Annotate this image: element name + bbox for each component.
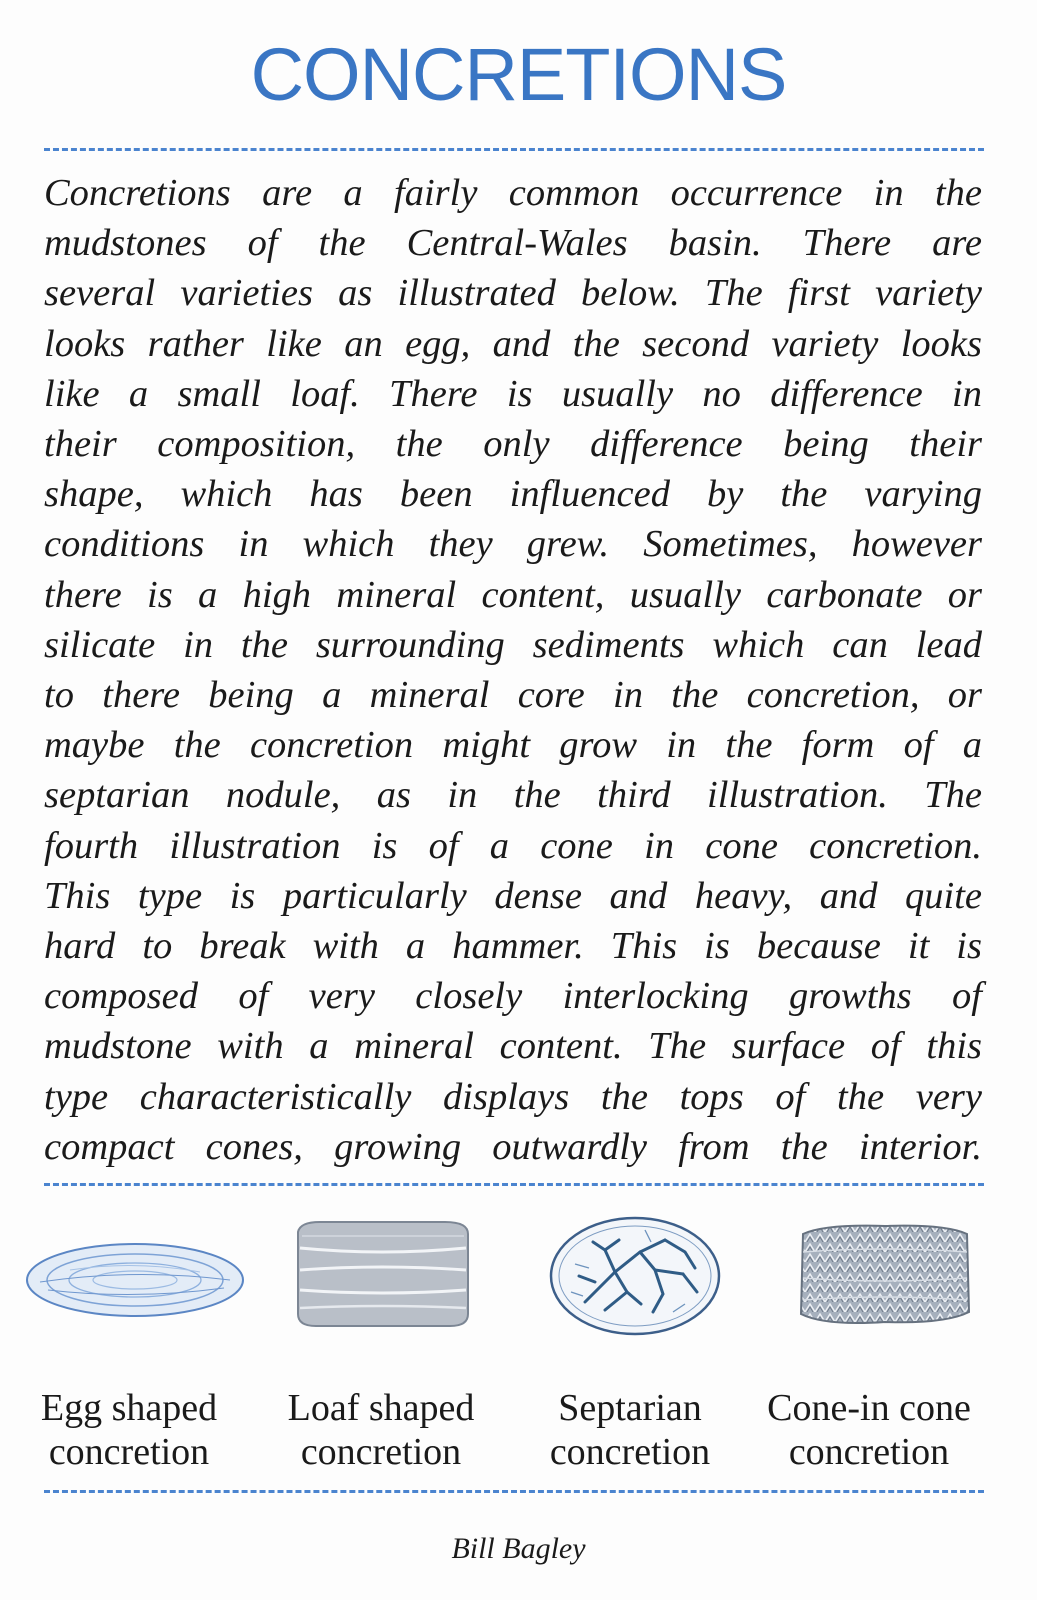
body-line: This type is particularly dense and heavy, and quite (44, 874, 982, 917)
body-line: Concretions are a fairly common occurrence in the (44, 172, 982, 214)
divider-bottom (44, 1490, 984, 1493)
body-line: shape, which has been influenced by the varying (44, 473, 982, 516)
illustration-row (0, 1210, 1037, 1350)
divider-middle (44, 1183, 984, 1186)
loaf-concretion-drawing (290, 1218, 475, 1333)
illustration-captions (0, 1386, 1037, 1476)
body-line: there is a high mineral content, usually carbonate or (44, 573, 982, 616)
body-line: conditions in which they grew. Sometimes, however (44, 523, 982, 566)
body-line: to there being a mineral core in the concretion, or (44, 674, 982, 717)
body-line: maybe the concretion might grow in the form of a (44, 724, 982, 767)
caption-septarian: Septarian concretion (549, 1387, 711, 1473)
body-line: silicate in the surrounding sediments which can lead (44, 623, 982, 666)
body-line: compact cones, growing outwardly from the interior. (44, 1125, 982, 1168)
body-line: looks rather like an egg, and the second variety looks (44, 322, 982, 365)
body-line: septarian nodule, as in the third illustration. The (44, 774, 982, 817)
caption-cone-in-cone: Cone-in cone concretion (767, 1387, 971, 1473)
page-title: CONCRETIONS (250, 33, 787, 116)
septarian-concretion-drawing (545, 1212, 725, 1340)
body-line: fourth illustration is of a cone in cone concretion. (44, 824, 982, 867)
caption-loaf: Loaf shaped concretion (287, 1387, 475, 1473)
body-line: several varieties as illustrated below. The first variety (44, 272, 982, 315)
body-line: their composition, the only difference being their (44, 423, 982, 466)
divider-top (44, 148, 984, 151)
caption-egg: Egg shaped concretion (40, 1387, 218, 1473)
author-credit: Bill Bagley (451, 1532, 586, 1565)
body-paragraph (44, 168, 982, 1172)
body-line: like a small loaf. There is usually no difference in (44, 372, 982, 415)
cone-in-cone-concretion-drawing (795, 1222, 975, 1330)
body-line: mudstone with a mineral content. The surface of this (44, 1025, 982, 1068)
egg-concretion-drawing (20, 1230, 250, 1330)
body-line: type characteristically displays the tops of the very (44, 1075, 982, 1118)
body-line: hard to break with a hammer. This is because it is (44, 925, 982, 968)
body-line: composed of very closely interlocking growths of (44, 975, 982, 1018)
body-line: mudstones of the Central-Wales basin. There are (44, 222, 982, 265)
